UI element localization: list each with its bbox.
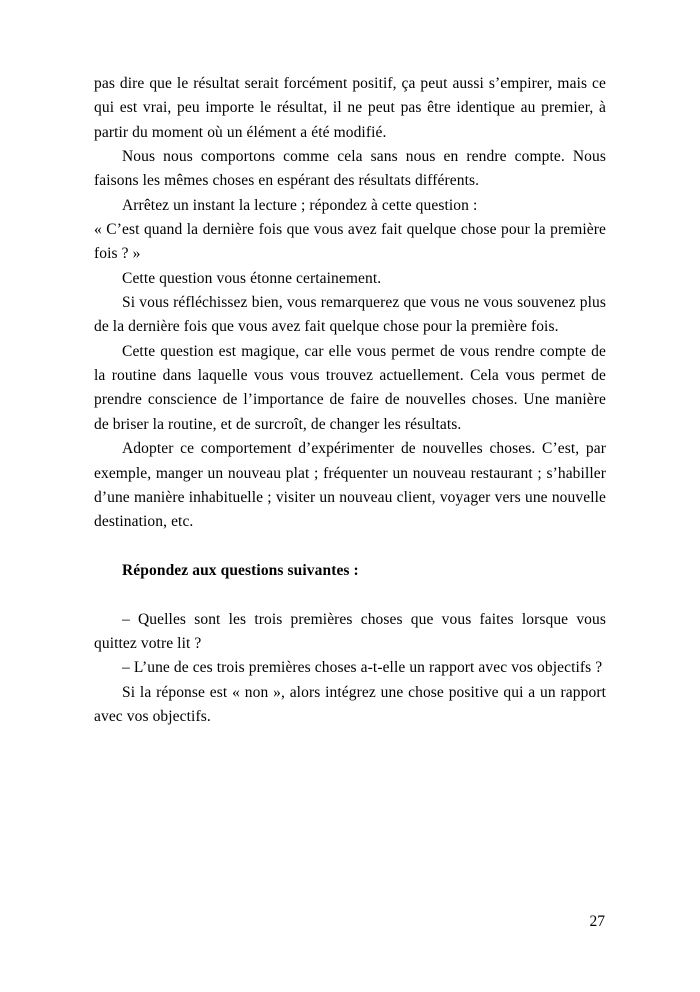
paragraph-list-item: – L’une de ces trois premières choses a-t-elle un rapport avec vos objectifs ? <box>122 659 603 677</box>
paragraph: pas dire que le résultat serait forcément positif, ça peut aussi s’empirer, mais ce qui est vrai, peu importe le résultat, il ne peut pas être identique au premier, à partir du moment où un élément a été modifié. <box>94 75 606 141</box>
paragraph: Arrêtez un instant la lecture ; répondez à cette question : <box>122 196 478 214</box>
paragraph: Nous nous comportons comme cela sans nous en rendre compte. Nous faisons les mêmes choses en espérant des résultats différents. <box>94 148 606 190</box>
page-number: 27 <box>589 913 605 930</box>
section-heading: Répondez aux questions suivantes : <box>122 561 359 579</box>
paragraph-quote: « C’est quand la dernière fois que vous avez fait quelque chose pour la première fois ? » <box>94 221 606 263</box>
paragraph: Cette question vous étonne certainement. <box>122 269 382 287</box>
paragraph: Cette question est magique, car elle vous permet de vous rendre compte de la routine dans laquelle vous vous trouvez actuellement. Cela vous permet de prendre conscience de l’importance de faire de nouvelles choses. Une manière de briser la routine, et de surcroît, de changer les résultats. <box>94 342 606 433</box>
page-text-block <box>94 72 606 729</box>
paragraph: Adopter ce comportement d’expérimenter de nouvelles choses. C’est, par exemple, manger un nouveau plat ; fréquenter un nouveau restaurant ; s’habiller d’une manière inhabituelle ; visiter un nouveau client, voyager vers une nouvelle destination, etc. <box>94 440 606 531</box>
paragraph: Si vous réfléchissez bien, vous remarquerez que vous ne vous souvenez plus de la dernière fois que vous avez fait quelque chose pour la première fois. <box>94 294 606 336</box>
paragraph: Si la réponse est « non », alors intégrez une chose positive qui a un rapport avec vos objectifs. <box>94 683 606 725</box>
paragraph-list-item: – Quelles sont les trois premières choses que vous faites lorsque vous quittez votre lit ? <box>94 610 606 652</box>
